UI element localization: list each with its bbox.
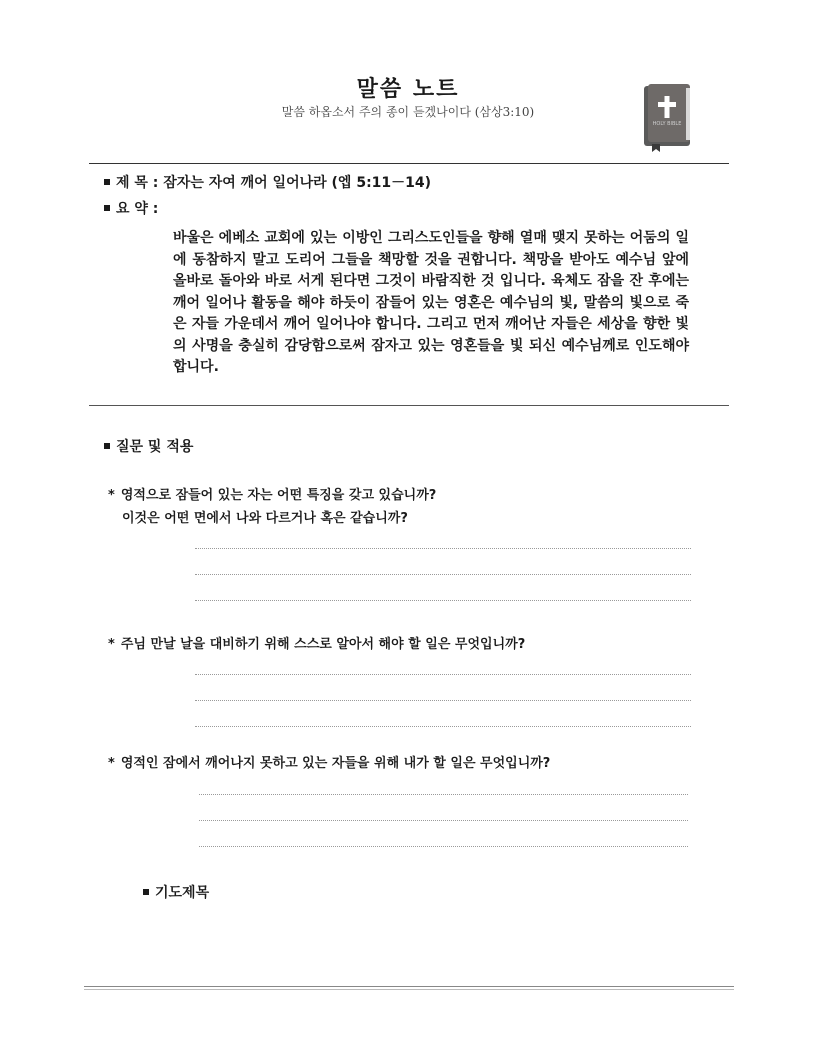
square-bullet-icon [104, 205, 110, 211]
questions-heading-row [104, 436, 193, 456]
answer-line[interactable] [195, 600, 691, 601]
page-subtitle: 말씀 하옵소서 주의 종이 듣겠나이다 (삼상3:10) [281, 105, 535, 119]
prayer-heading: 기도제목 [155, 885, 210, 901]
asterisk-bullet: * [108, 756, 115, 771]
answer-line[interactable] [199, 846, 688, 847]
question-1-line-2: 이것은 어떤 면에서 나와 다르거나 혹은 같습니까? [122, 511, 408, 526]
questions-heading: 질문 및 적용 [116, 439, 194, 455]
question-2-text: 주님 만날 날을 대비하기 위해 스스로 알아서 해야 할 일은 무엇입니까? [120, 637, 526, 652]
footer-rule [84, 986, 734, 987]
page-title: 말씀 노트 [356, 77, 460, 102]
answer-line[interactable] [199, 820, 688, 821]
prayer-heading-row [143, 882, 209, 902]
question-1 [108, 484, 436, 530]
square-bullet-icon [104, 179, 110, 185]
footer-rule-shadow [84, 989, 734, 990]
square-bullet-icon [143, 889, 149, 895]
answer-line[interactable] [195, 548, 691, 549]
bible-label: HOLY BIBLE [652, 121, 682, 127]
divider-top [89, 163, 729, 164]
answer-line[interactable] [195, 674, 691, 675]
answer-line[interactable] [195, 700, 691, 701]
answer-line[interactable] [199, 794, 688, 795]
question-3 [108, 752, 550, 775]
asterisk-bullet: * [108, 488, 115, 503]
square-bullet-icon [104, 443, 110, 449]
question-2 [108, 633, 525, 656]
sermon-title-row [104, 172, 431, 192]
sermon-title: 제 목 : 잠자는 자여 깨어 일어나라 (엡 5:11－14) [116, 175, 432, 191]
summary-text: 바울은 에베소 교회에 있는 이방인 그리스도인들을 향해 열매 맺지 못하는 어둠의 일에 동참하지 말고 도리어 그들을 책망할 것을 권합니다. 책망을 받아도 예수님 앞에 올바로 돌아와 바로 서게 된다면 그것이 바람직한 것 입니다. 육체도 잠을 잔 후에는 깨어 일어나 활동을 해야 하듯이 잠들어 있는 영혼은 예수님의 빛, 말씀의 빛으로 죽은 자들 가운데서 깨어 일어나야 합니다. 그리고 먼저 깨어난 자들은 세상을 향한 빛의 사명을 충실히 감당함으로써 잠자고 있는 영혼들을 빛 되신 예수님께로 인도해야 합니다. [173, 230, 689, 375]
summary-label: 요 약 : [116, 201, 159, 217]
answer-line[interactable] [195, 726, 691, 727]
bible-icon-graphic [640, 82, 694, 152]
answer-line[interactable] [195, 574, 691, 575]
question-3-text: 영적인 잠에서 깨어나지 못하고 있는 자들을 위해 내가 할 일은 무엇입니까? [120, 756, 551, 771]
question-1-line-1: 영적으로 잠들어 있는 자는 어떤 특징을 갖고 있습니까? [120, 488, 437, 503]
summary-label-row [104, 198, 158, 218]
asterisk-bullet: * [108, 637, 115, 652]
bible-book-icon [640, 82, 694, 152]
divider-middle [89, 405, 729, 406]
